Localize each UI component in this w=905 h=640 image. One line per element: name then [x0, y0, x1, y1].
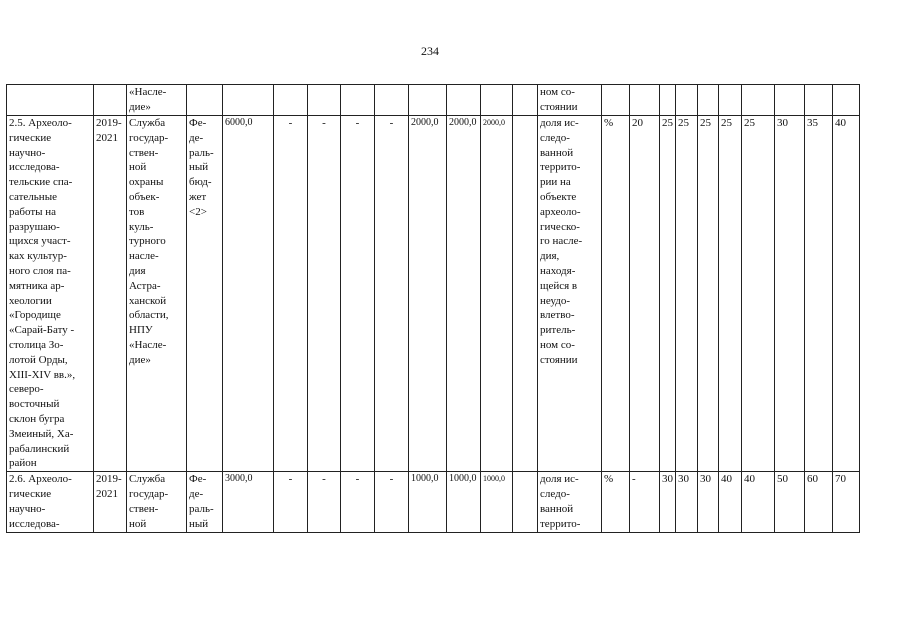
indicator-value-cell	[833, 85, 860, 116]
amount-cell: -	[341, 116, 375, 472]
indicator-value-cell: 30	[660, 472, 676, 533]
funding-source-cell	[187, 85, 223, 116]
indicator-value-cell: 60	[805, 472, 833, 533]
total-amount-cell: 3000,0	[223, 472, 274, 533]
indicator-value-cell: 35	[805, 116, 833, 472]
period-cell: 2019- 2021	[94, 472, 127, 533]
indicator-value-cell: 70	[833, 472, 860, 533]
indicator-value-cell	[742, 85, 775, 116]
amount-cell	[481, 85, 513, 116]
unit-cell	[602, 85, 630, 116]
amount-cell: -	[274, 116, 308, 472]
unit-cell: %	[602, 116, 630, 472]
unit-cell: %	[602, 472, 630, 533]
indicator-value-cell: 25	[676, 116, 698, 472]
amount-cell: -	[375, 472, 409, 533]
indicator-name-cell: ном со- стоянии	[538, 85, 602, 116]
indicator-value-cell: 25	[742, 116, 775, 472]
executor-cell: Служба государ- ствен- ной	[127, 472, 187, 533]
indicator-value-cell: 20	[630, 116, 660, 472]
amount-cell	[513, 85, 538, 116]
indicator-value-cell	[805, 85, 833, 116]
indicator-value-cell	[775, 85, 805, 116]
table-row	[7, 85, 860, 116]
amount-cell: 2000,0	[447, 116, 481, 472]
amount-cell: -	[274, 472, 308, 533]
executor-cell: Служба государ- ствен- ной охраны объек- тов куль- турного насле- дия Астра- ханской области, НПУ «Насле- дие»	[127, 116, 187, 472]
amount-cell: -	[375, 116, 409, 472]
amount-cell: 1000,0	[409, 472, 447, 533]
indicator-value-cell: 40	[833, 116, 860, 472]
indicator-value-cell	[698, 85, 719, 116]
amount-cell: -	[341, 472, 375, 533]
period-cell: 2019- 2021	[94, 116, 127, 472]
total-amount-cell: 6000,0	[223, 116, 274, 472]
period-cell	[94, 85, 127, 116]
amount-cell	[308, 85, 341, 116]
executor-cell: «Насле- дие»	[127, 85, 187, 116]
indicator-value-cell	[719, 85, 742, 116]
indicator-value-cell: 25	[660, 116, 676, 472]
amount-cell: -	[308, 116, 341, 472]
amount-cell	[513, 472, 538, 533]
funding-source-cell: Фе- де- раль- ный бюд- жет <2>	[187, 116, 223, 472]
indicator-value-cell: 25	[719, 116, 742, 472]
amount-cell	[375, 85, 409, 116]
indicator-name-cell: доля ис- следо- ванной террито-	[538, 472, 602, 533]
indicator-value-cell: 40	[719, 472, 742, 533]
amount-cell: 2000,0	[481, 116, 513, 472]
page-number: 234	[421, 44, 439, 58]
indicator-value-cell: -	[630, 472, 660, 533]
measure-name-cell: 2.6. Археоло- гические научно- исследова-	[7, 472, 94, 533]
amount-cell	[341, 85, 375, 116]
indicator-name-cell: доля ис- следо- ванной террито- рии на объекте археоло- гическо- го насле- дия, находя- щейся в неудо- влетво- ритель- ном со- стоянии	[538, 116, 602, 472]
amount-cell	[447, 85, 481, 116]
amount-cell: -	[308, 472, 341, 533]
amount-cell: 2000,0	[409, 116, 447, 472]
indicator-value-cell: 30	[698, 472, 719, 533]
measure-name-cell: 2.5. Археоло- гические научно- исследова- тельские спа- сательные работы на разрушаю- щихся участ- ках культур- ного слоя па- мятника ар- хеологии «Городище «Сарай-Бату - столица Зо- лотой Орды, XIII-XIV вв.», северо- восточный склон бугра Змеиный, Ха- рабалинский район	[7, 116, 94, 472]
indicator-value-cell	[660, 85, 676, 116]
amount-cell: 1000,0	[447, 472, 481, 533]
indicator-value-cell	[630, 85, 660, 116]
table-row	[7, 116, 860, 472]
indicator-value-cell: 40	[742, 472, 775, 533]
indicator-value-cell: 30	[676, 472, 698, 533]
amount-cell	[274, 85, 308, 116]
indicator-value-cell: 25	[698, 116, 719, 472]
amount-cell	[513, 116, 538, 472]
funding-source-cell: Фе- де- раль- ный	[187, 472, 223, 533]
table-row	[7, 472, 860, 533]
indicator-value-cell: 30	[775, 116, 805, 472]
total-amount-cell	[223, 85, 274, 116]
amount-cell	[409, 85, 447, 116]
measure-name-cell	[7, 85, 94, 116]
indicator-value-cell	[676, 85, 698, 116]
amount-cell: 1000,0	[481, 472, 513, 533]
program-measures-table	[6, 84, 860, 533]
indicator-value-cell: 50	[775, 472, 805, 533]
